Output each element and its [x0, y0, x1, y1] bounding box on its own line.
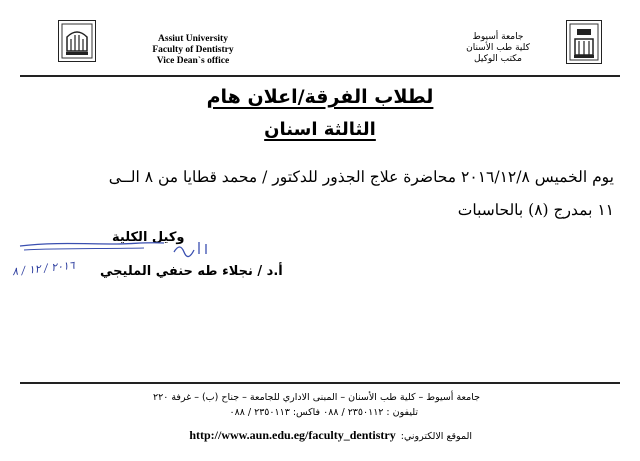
footer-address: جامعة أسيوط – كلية طب الأسنان – المبنى الاداري للجامعة – جناح (ب) – غرفة ٢٢٠: [153, 392, 480, 403]
arabic-header-line2: كلية طب الأسنان: [466, 43, 530, 53]
footer-website: [189, 424, 472, 443]
announcement-title: لطلاب الفرقة/اعلان هام: [206, 86, 434, 108]
english-header: [118, 34, 268, 67]
footer-phone: تليفون : ٢٣٥٠١١٢ / ٠٨٨ فاكس: ٢٣٥٠١١٣ / ٠٨٨: [229, 407, 418, 418]
announcement-line2: ١١ بمدرج (٨) بالحاسبات: [457, 201, 614, 219]
arabic-header-line1: جامعة أسيوط: [472, 32, 524, 42]
english-header-line1: Assiut University: [158, 34, 228, 44]
university-logo: [58, 20, 96, 62]
footer-website-link[interactable]: http://www.aun.edu.eg/faculty_dentistry: [189, 428, 396, 442]
signature-name: أ.د / نجلاء طه حنفي المليجي: [100, 264, 283, 279]
announcement-line1: يوم الخميس ٢٠١٦/١٢/٨ محاضرة علاج الجذور للدكتور / محمد قطايا من ٨ الــى: [108, 168, 614, 186]
english-header-line2: Faculty of Dentistry: [152, 45, 234, 55]
arabic-header-line3: مكتب الوكيل: [474, 54, 522, 64]
handwritten-date: ٢٠١٦ / ١٢ / ٨: [11, 258, 76, 279]
signature-role: وكيل الكلية: [112, 230, 185, 245]
footer-website-label: الموقع الالكتروني:: [400, 431, 472, 442]
faculty-logo: [566, 20, 602, 64]
header-divider: [20, 75, 620, 77]
footer-divider: [20, 382, 620, 384]
announcement-subtitle: الثالثة اسنان: [264, 119, 376, 140]
english-header-line3: Vice Dean`s office: [156, 56, 230, 66]
arabic-header: [448, 32, 548, 65]
